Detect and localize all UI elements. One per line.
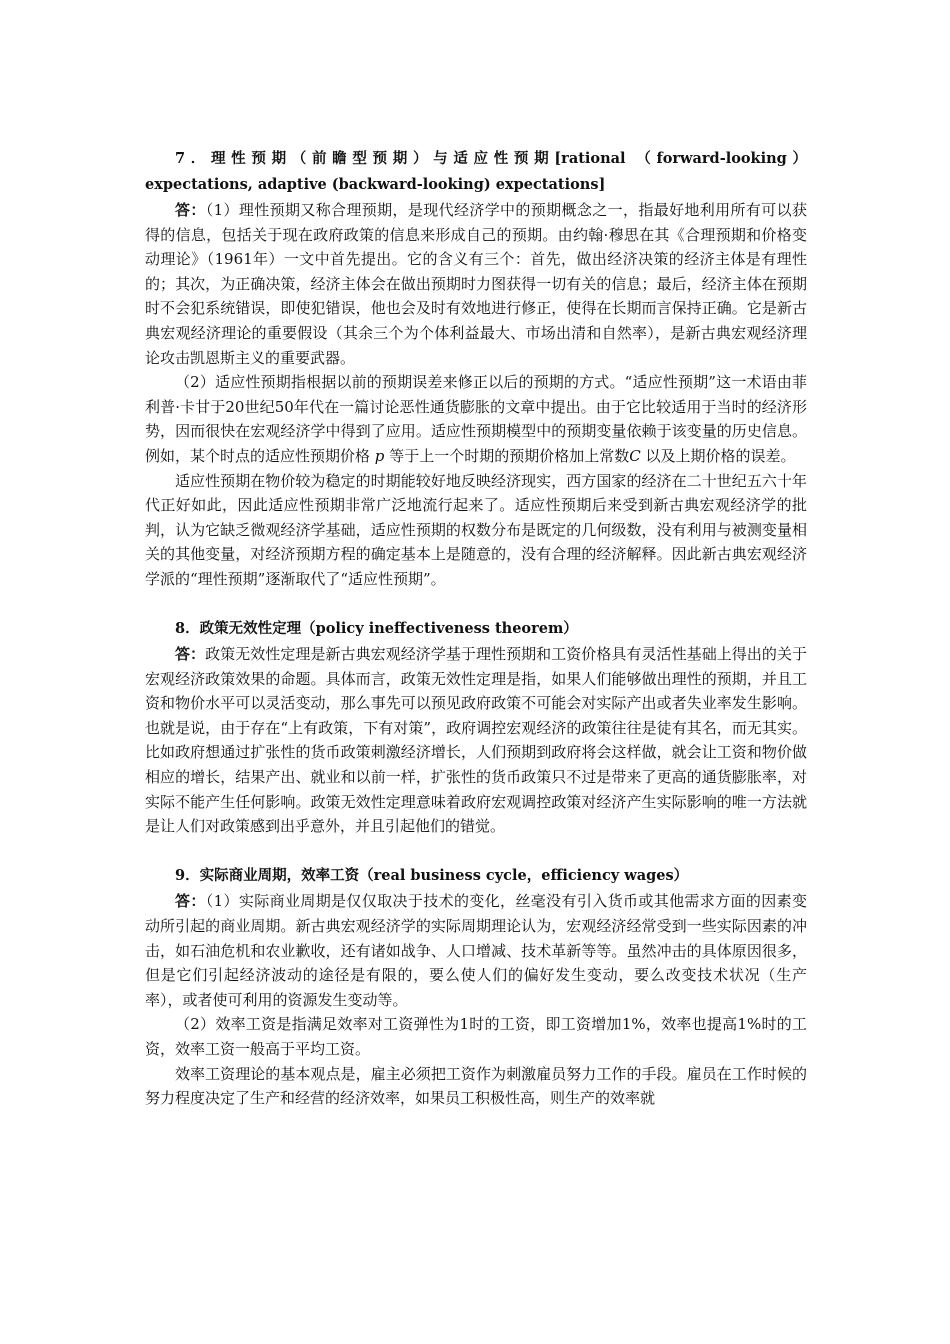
section-7-paragraph-3: 适应性预期在物价较为稳定的时期能较好地反映经济现实，西方国家的经济在二十世纪五六十年代正好如此，因此适应性预期非常广泛地流行起来了。适应性预期后来受到新古典宏观经济学的批判，认为它缺乏微观经济学基础，适应性预期的权数分布是既定的几何级数，没有利用与被测变量相关的其他变量，对经济预期方程的确定基本上是随意的，没有合理的经济解释。因此新古典宏观经济学派的“理性预期”逐渐取代了“适应性预期”。 xyxy=(145,471,807,588)
section-9-paragraph-1 xyxy=(145,889,807,1012)
answer-label: 答： xyxy=(175,892,206,911)
section-9 xyxy=(145,863,807,1110)
section-9-title: 9．实际商业周期，效率工资（real business cycle，efficiency wages） xyxy=(175,867,689,885)
variable-c: C xyxy=(629,446,641,465)
section-8-text-1: 政策无效性定理是新古典宏观经济学基于理性预期和工资价格具有灵活性基础上得出的关于宏观经济政策效果的命题。具体而言，政策无效性定理是指，如果人们能够做出理性的预期，并且工资和物价水平可以灵活变动，那么事先可以预见政府政策不可能会对实际产出或者失业率发生影响。也就是说，由于存在“上有政策，下有对策”，政府调控宏观经济的政策往往是徒有其名，而无其实。比如政府想通过扩张性的货币政策刺激经济增长，人们预期到政府将会这样做，就会让工资和物价做相应的增长，结果产出、就业和以前一样，扩张性的货币政策只不过是带来了更高的通货膨胀率，对实际不能产生任何影响。政策无效性定理意味着政府宏观调控政策对经济产生实际影响的唯一方法就是让人们对政策感到出乎意外，并且引起他们的错觉。 xyxy=(145,645,807,836)
section-gap xyxy=(145,592,807,617)
section-7-title-line1: 7．理性预期（前瞻型预期）与适应性预期[rational （forward-looking） xyxy=(175,150,807,167)
section-8-paragraph-1 xyxy=(145,642,807,839)
section-7-text-2a: （2）适应性预期指根据以前的预期误差来修正以后的预期的方式。“适应性预期”这一术语由菲利普·卡甘于20世纪50年代在一篇讨论恶性通货膨胀的文章中提出。由于它比较适用于当时的经济形势，因而很快在宏观经济学中得到了应用。适应性预期模型中的预期变量依赖于该变量的历史信息。例如，某个时点的适应性预期价格 xyxy=(145,373,807,465)
section-7-title-line2: expectations, adaptive (backward-looking) expectations] xyxy=(145,176,606,193)
section-9-text-1: （1）实际商业周期是仅仅取决于技术的变化，丝毫没有引入货币或其他需求方面的因素变动所引起的商业周期。新古典宏观经济学的实际周期理论认为，宏观经济经常受到一些实际因素的冲击，如石油危机和农业歉收，还有诸如战争、人口增减、技术革新等等。虽然冲击的具体原因很多，但是它们引起经济波动的途径是有限的，要么使人们的偏好发生变动，要么改变技术状况（生产率），或者使可利用的资源发生变动等。 xyxy=(145,892,807,1009)
section-7-text-2b: 等于上一个时期的预期价格加上常数 xyxy=(389,446,630,465)
section-7-text-2c: 以及上期价格的误差。 xyxy=(645,446,796,465)
section-8-title: 8．政策无效性定理（policy ineffectiveness theorem） xyxy=(175,620,578,638)
document-body xyxy=(145,146,807,1111)
section-7 xyxy=(145,146,807,592)
section-8 xyxy=(145,616,807,839)
answer-label: 答： xyxy=(175,645,206,664)
section-9-paragraph-2: （2）效率工资是指满足效率对工资弹性为1时的工资，即工资增加1%，效率也提高1%时的工资，效率工资一般高于平均工资。 xyxy=(145,1015,807,1058)
section-7-paragraph-1 xyxy=(145,198,807,370)
section-gap xyxy=(145,839,807,864)
section-7-text-1: （1）理性预期又称合理预期，是现代经济学中的预期概念之一，指最好地利用所有可以获得的信息，包括关于现在政府政策的信息来形成自己的预期。由约翰·穆思在其《合理预期和价格变动理论》（1961年）一文中首先提出。它的含义有三个：首先，做出经济决策的经济主体是有理性的；其次，为正确决策，经济主体会在做出预期时力图获得一切有关的信息；最后，经济主体在预期时不会犯系统错误，即使犯错误，他也会及时有效地进行修正，使得在长期而言保持正确。它是新古典宏观经济理论的重要假设（其余三个为个体利益最大、市场出清和自然率），是新古典宏观经济理论攻击凯恩斯主义的重要武器。 xyxy=(145,201,807,367)
variable-p: p xyxy=(374,446,385,465)
section-9-paragraph-3: 效率工资理论的基本观点是，雇主必须把工资作为刺激雇员努力工作的手段。雇员在工作时候的努力程度决定了生产和经营的经济效率，如果员工积极性高，则生产的效率就 xyxy=(145,1064,807,1108)
section-7-paragraph-2 xyxy=(145,370,807,468)
answer-label: 答： xyxy=(175,201,206,219)
